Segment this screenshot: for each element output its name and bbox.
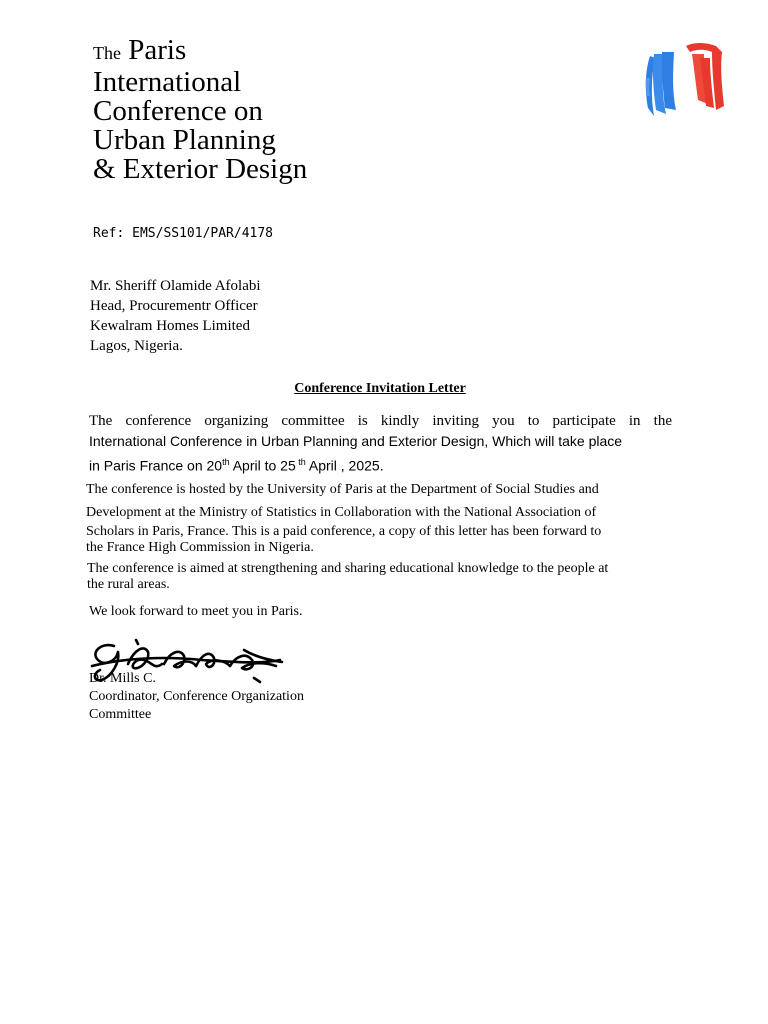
host-line-1: The conference is hosted by the University of Paris at the Department of Social Studies and — [86, 482, 599, 497]
recipient-title: Head, Procurementr Officer — [90, 298, 258, 314]
invitation-word: organizing — [204, 413, 269, 429]
flag-red-stroke — [686, 43, 724, 110]
signatory-role-line-1: Coordinator, Conference Organization — [89, 689, 304, 704]
invitation-line-3 — [89, 452, 689, 477]
host-line-2: Development at the Ministry of Statistics in Collaboration with the National Association of — [86, 505, 597, 520]
invitation-word: The — [89, 413, 113, 429]
aim-line-1: The conference is aimed at strengthening and sharing educational knowledge to the people at — [87, 561, 609, 576]
signatory-block — [89, 670, 304, 724]
aim-line-2: the rural areas. — [87, 577, 170, 592]
title-line-5: & Exterior Design — [93, 153, 308, 185]
title-line-3: Conference on — [93, 95, 263, 127]
invitation-word: the — [653, 413, 672, 429]
title-the: The — [93, 43, 121, 63]
invitation-word: inviting — [432, 413, 479, 429]
invitation-word: participate — [552, 413, 616, 429]
title-paris: Paris — [128, 34, 187, 66]
recipient-address — [90, 276, 261, 356]
title-line-4: Urban Planning — [93, 124, 276, 156]
title-line-2: International — [93, 66, 242, 98]
invitation-line-2: International Conference in Urban Planning and Exterior Design, Which will take place — [89, 433, 623, 449]
conference-title — [93, 36, 307, 184]
invitation-word: in — [628, 413, 641, 429]
invitation-word: you — [492, 413, 515, 429]
invitation-word: kindly — [380, 413, 420, 429]
reference-number: Ref: EMS/SS101/PAR/4178 — [93, 226, 274, 241]
invitation-word: committee — [281, 413, 345, 429]
host-line-3: Scholars in Paris, France. This is a paid conference, a copy of this letter has been forward to — [86, 524, 602, 539]
closing-line: We look forward to meet you in Paris. — [89, 604, 303, 619]
date-suffix: April , 2025. — [305, 457, 384, 474]
signatory-role-line-2: Committee — [89, 707, 152, 722]
host-paragraph — [86, 480, 601, 556]
flag-blue-stroke — [646, 52, 676, 116]
invitation-line-1 — [89, 412, 672, 431]
invitation-paragraph — [89, 412, 689, 477]
date-mid: April to 25 — [229, 457, 296, 474]
recipient-name: Mr. Sheriff Olamide Afolabi — [90, 278, 261, 294]
aim-paragraph — [87, 561, 608, 593]
date-sup-1: th — [222, 457, 230, 467]
host-line-4: the France High Commission in Nigeria. — [86, 540, 314, 555]
invitation-word: conference — [125, 413, 192, 429]
date-sup-2: th — [295, 457, 306, 467]
recipient-company: Kewalram Homes Limited — [90, 318, 250, 334]
signatory-name: Dr. Mills C. — [89, 671, 156, 686]
date-prefix: in Paris France on 20 — [89, 457, 223, 474]
invitation-word: to — [527, 413, 540, 429]
invitation-word: is — [357, 413, 368, 429]
french-flag-logo — [636, 38, 732, 124]
letter-subject: Conference Invitation Letter — [294, 381, 466, 396]
recipient-location: Lagos, Nigeria. — [90, 338, 183, 354]
